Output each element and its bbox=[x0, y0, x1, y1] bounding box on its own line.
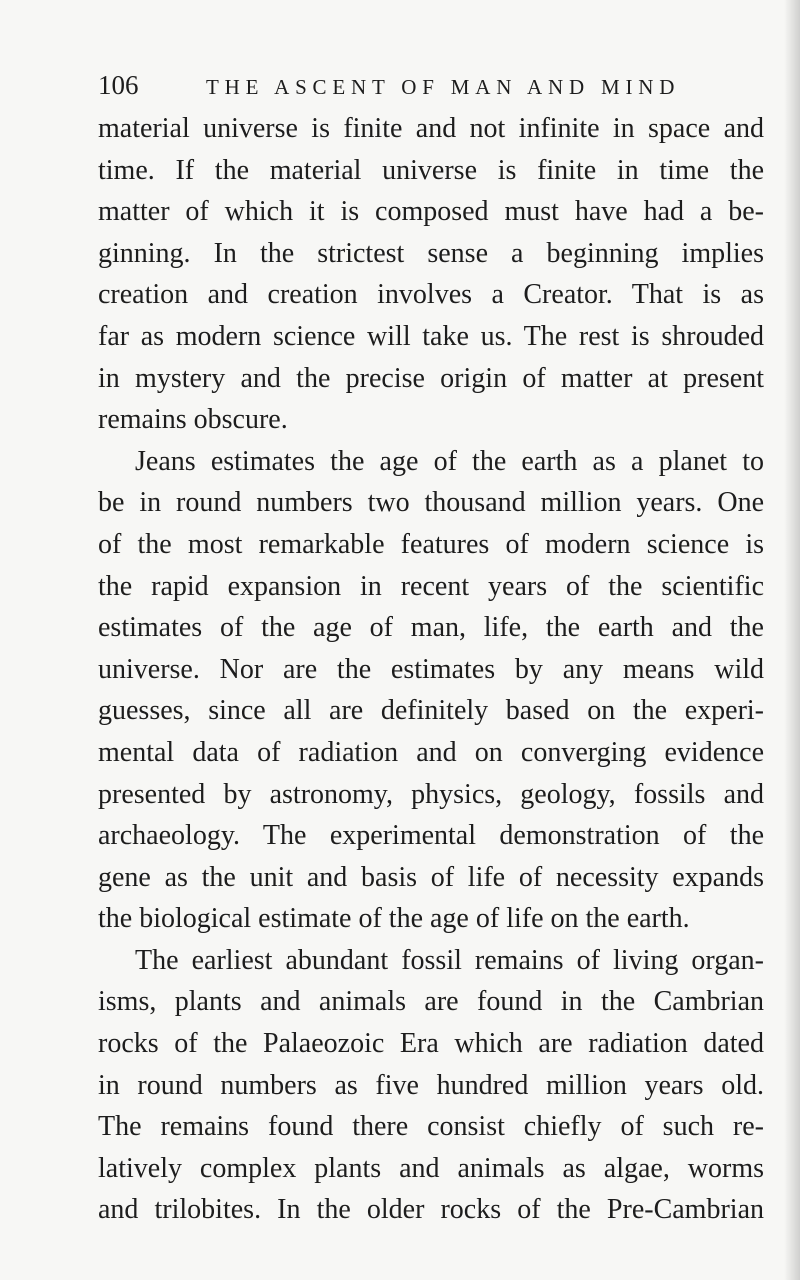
text-line: rocks of the Palaeozoic Era which are radiation dated bbox=[98, 1028, 764, 1060]
body-text bbox=[98, 108, 764, 1231]
text-line: The earliest abundant fossil remains of living organ- bbox=[135, 944, 764, 976]
text-line: far as modern science will take us. The rest is shrouded bbox=[98, 320, 764, 352]
text-line: in round numbers as five hundred million years old. bbox=[98, 1069, 764, 1101]
text-line: in mystery and the precise origin of matter at present bbox=[98, 362, 764, 394]
text-line: presented by astronomy, physics, geology, fossils and bbox=[98, 778, 764, 810]
text-line: guesses, since all are definitely based on the experi- bbox=[98, 695, 764, 727]
page-number: 106 bbox=[98, 70, 139, 100]
text-line: material universe is finite and not infinite in space and bbox=[98, 113, 764, 144]
text-line: ginning. In the strictest sense a beginning implies bbox=[98, 237, 764, 269]
text-line: creation and creation involves a Creator. That is as bbox=[98, 279, 764, 311]
text-line: latively complex plants and animals as algae, worms bbox=[98, 1152, 764, 1184]
text-line: matter of which it is composed must have had a be- bbox=[98, 196, 764, 228]
page-header bbox=[98, 70, 718, 110]
text-line: Jeans estimates the age of the earth as a planet to bbox=[135, 445, 764, 477]
text-line: archaeology. The experimental demonstration of the bbox=[98, 820, 764, 852]
page-edge-shadow bbox=[784, 0, 800, 1280]
text-line: and trilobites. In the older rocks of the Pre-Cambrian bbox=[98, 1194, 764, 1226]
text-line: estimates of the age of man, life, the earth and the bbox=[98, 612, 764, 644]
text-line: the rapid expansion in recent years of the scientific bbox=[98, 570, 764, 602]
text-line: the biological estimate of the age of life on the earth. bbox=[98, 903, 690, 935]
text-line: isms, plants and animals are found in the Cambrian bbox=[98, 986, 764, 1018]
text-line: universe. Nor are the estimates by any means wild bbox=[98, 653, 764, 685]
text-line: mental data of radiation and on converging evidence bbox=[98, 736, 764, 768]
text-line: gene as the unit and basis of life of necessity expands bbox=[98, 861, 764, 893]
text-line: The remains found there consist chiefly of such re- bbox=[98, 1111, 764, 1143]
text-line: remains obscure. bbox=[98, 404, 288, 436]
running-head: THE ASCENT OF MAN AND MIND bbox=[206, 75, 681, 99]
text-line: of the most remarkable features of modern science is bbox=[98, 528, 764, 560]
text-line: time. If the material universe is finite in time the bbox=[98, 154, 764, 186]
text-line: be in round numbers two thousand million years. One bbox=[98, 487, 764, 519]
